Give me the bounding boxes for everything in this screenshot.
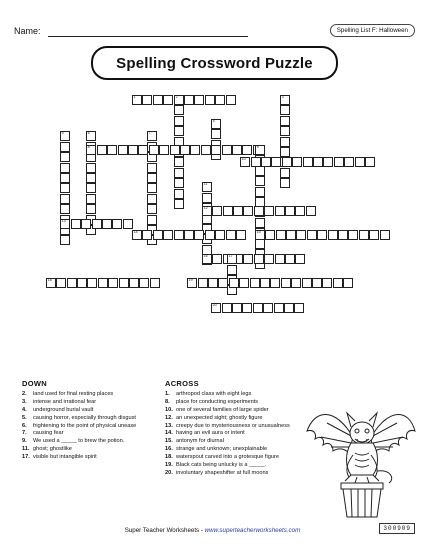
crossword-cell[interactable] — [153, 95, 163, 105]
crossword-cell[interactable] — [254, 206, 264, 216]
crossword-cell[interactable] — [260, 278, 270, 288]
crossword-cell[interactable] — [77, 278, 87, 288]
clue-number: 11. — [22, 446, 30, 453]
crossword-cell[interactable] — [264, 206, 274, 216]
crossword-cell[interactable] — [243, 206, 253, 216]
clue-item — [22, 454, 162, 462]
clue-item — [22, 407, 162, 415]
crossword-cell[interactable] — [333, 278, 343, 288]
crossword-cell[interactable] — [202, 193, 212, 203]
crossword-cell[interactable] — [87, 278, 97, 288]
crossword-cell[interactable] — [306, 206, 316, 216]
clue-text: antonym for diurnal — [176, 438, 224, 445]
crossword-cell[interactable] — [174, 116, 184, 126]
crossword-cell[interactable] — [67, 278, 77, 288]
clue-text: Black cats being unlucky is a _____. — [176, 462, 267, 469]
crossword-cell[interactable] — [254, 254, 264, 264]
clue-item — [165, 407, 305, 415]
crossword-cell[interactable] — [212, 206, 222, 216]
crossword-cell[interactable] — [86, 194, 96, 204]
crossword-cell[interactable] — [142, 95, 152, 105]
crossword-cell[interactable] — [86, 173, 96, 183]
crossword-cell[interactable] — [243, 254, 253, 264]
crossword-cell[interactable] — [271, 157, 281, 167]
crossword-cell[interactable] — [147, 163, 157, 173]
clue-number-label: 5 — [61, 131, 64, 136]
clue-number-label: 6 — [87, 131, 90, 136]
crossword-cell[interactable] — [226, 95, 236, 105]
crossword-cell[interactable] — [147, 215, 157, 225]
across-clues — [165, 380, 305, 478]
clue-number-label: 7 — [148, 131, 151, 136]
crossword-cell[interactable] — [147, 173, 157, 183]
crossword-cell[interactable] — [227, 254, 237, 264]
crossword-cell[interactable] — [147, 204, 157, 214]
crossword-cell[interactable] — [263, 303, 273, 313]
crossword-cell[interactable] — [280, 168, 290, 178]
crossword-cell[interactable] — [97, 145, 107, 155]
crossword-cell[interactable] — [229, 278, 239, 288]
crossword-cell[interactable] — [147, 194, 157, 204]
clue-number-label: 2 — [175, 95, 178, 100]
crossword-cell[interactable] — [365, 157, 375, 167]
crossword-cell[interactable] — [170, 145, 180, 155]
clue-text: waterspout carved into a grotesque figure — [176, 454, 279, 461]
crossword-cell[interactable] — [348, 230, 358, 240]
crossword-cell[interactable] — [359, 230, 369, 240]
crossword-cell[interactable] — [255, 187, 265, 197]
down-heading: DOWN — [22, 379, 47, 388]
clue-item — [165, 438, 305, 446]
crossword-cell[interactable] — [212, 254, 222, 264]
crossword-cell[interactable] — [180, 145, 190, 155]
crossword-cell[interactable] — [280, 126, 290, 136]
crossword-cell[interactable] — [242, 303, 252, 313]
clue-number: 19. — [165, 462, 173, 469]
crossword-cell[interactable] — [232, 303, 242, 313]
crossword-cell[interactable] — [295, 254, 305, 264]
clue-item — [22, 391, 162, 399]
crossword-cell[interactable] — [187, 278, 197, 288]
crossword-cell[interactable] — [174, 157, 184, 167]
crossword-cell[interactable] — [211, 303, 221, 313]
crossword-cell[interactable] — [280, 95, 290, 105]
crossword-cell[interactable] — [119, 278, 129, 288]
clue-text: causing horror, especially through disgust — [33, 414, 136, 421]
crossword-cell[interactable] — [132, 95, 142, 105]
crossword-cell[interactable] — [60, 204, 70, 214]
crossword-cell[interactable] — [323, 157, 333, 167]
crossword-cell[interactable] — [285, 206, 295, 216]
crossword-cell[interactable] — [226, 230, 236, 240]
gargoyle-illustration — [305, 397, 417, 519]
clue-item — [22, 430, 162, 438]
crossword-cell[interactable] — [184, 230, 194, 240]
crossword-cell[interactable] — [174, 199, 184, 209]
crossword-cell[interactable] — [233, 206, 243, 216]
crossword-cell[interactable] — [284, 303, 294, 313]
crossword-cell[interactable] — [261, 157, 271, 167]
crossword-cell[interactable] — [159, 145, 169, 155]
crossword-cell[interactable] — [280, 116, 290, 126]
clue-number-label: 12 — [203, 206, 208, 211]
crossword-cell[interactable] — [60, 163, 70, 173]
clue-item — [22, 438, 162, 446]
crossword-cell[interactable] — [215, 95, 225, 105]
crossword-cell[interactable] — [60, 173, 70, 183]
crossword-cell[interactable] — [123, 219, 133, 229]
crossword-cell[interactable] — [163, 95, 173, 105]
across-heading: ACROSS — [165, 379, 199, 388]
crossword-cell[interactable] — [292, 157, 302, 167]
crossword-cell[interactable] — [129, 278, 139, 288]
crossword-cell[interactable] — [291, 278, 301, 288]
crossword-cell[interactable] — [255, 230, 265, 240]
spelling-list-label: Spelling List F: Halloween — [336, 27, 408, 34]
crossword-cell[interactable] — [174, 95, 184, 105]
crossword-cell[interactable] — [81, 219, 91, 229]
crossword-cell[interactable] — [232, 145, 242, 155]
clue-number-label: 1 — [133, 95, 136, 100]
crossword-cell[interactable] — [303, 157, 313, 167]
crossword-cell[interactable] — [86, 131, 96, 141]
crossword-cell[interactable] — [205, 230, 215, 240]
crossword-cell[interactable] — [274, 303, 284, 313]
crossword-cell[interactable] — [142, 230, 152, 240]
clue-number-label: 3 — [281, 95, 284, 100]
crossword-cell[interactable] — [222, 303, 232, 313]
crossword-cell[interactable] — [215, 230, 225, 240]
clue-number-label: 4 — [212, 119, 215, 124]
clue-text: causing fear — [33, 430, 64, 437]
crossword-cell[interactable] — [132, 230, 142, 240]
clue-number: 13. — [165, 422, 173, 429]
crossword-cell[interactable] — [380, 230, 390, 240]
crossword-cell[interactable] — [251, 157, 261, 167]
crossword-cell[interactable] — [355, 157, 365, 167]
clue-item — [165, 446, 305, 454]
crossword-cell[interactable] — [236, 230, 246, 240]
crossword-cell[interactable] — [218, 278, 228, 288]
clue-item — [165, 415, 305, 423]
clue-number: 15. — [165, 438, 173, 445]
clue-item — [22, 446, 162, 454]
crossword-cell[interactable] — [147, 131, 157, 141]
crossword-cell[interactable] — [285, 254, 295, 264]
clue-text: visible but intangible spirit — [33, 454, 97, 461]
crossword-cell[interactable] — [108, 278, 118, 288]
clue-number: 9. — [22, 438, 27, 445]
crossword-cell[interactable] — [107, 145, 117, 155]
crossword-cell[interactable] — [280, 147, 290, 157]
crossword-cell[interactable] — [343, 278, 353, 288]
clue-number-label: 11 — [203, 182, 208, 187]
clue-number: 3. — [22, 398, 27, 405]
crossword-cell[interactable] — [276, 230, 286, 240]
clue-item — [165, 462, 305, 470]
crossword-cell[interactable] — [92, 219, 102, 229]
crossword-cell[interactable] — [98, 278, 108, 288]
crossword-cell[interactable] — [255, 176, 265, 186]
crossword-cell[interactable] — [205, 95, 215, 105]
clue-number: 18. — [165, 454, 173, 461]
clue-number: 1. — [165, 390, 170, 397]
crossword-cell[interactable] — [190, 145, 200, 155]
clue-item — [165, 430, 305, 438]
clue-text: one of several families of large spider — [176, 406, 269, 413]
worksheet-code-value: 300909 — [383, 525, 411, 532]
crossword-cell[interactable] — [139, 278, 149, 288]
crossword-cell[interactable] — [174, 178, 184, 188]
crossword-cell[interactable] — [307, 230, 317, 240]
crossword-cell[interactable] — [328, 230, 338, 240]
crossword-cell[interactable] — [211, 129, 221, 139]
clue-number: 5. — [22, 414, 27, 421]
crossword-cell[interactable] — [294, 303, 304, 313]
clue-text: land used for final resting places — [33, 390, 114, 397]
crossword-cell[interactable] — [174, 168, 184, 178]
crossword-cell[interactable] — [138, 145, 148, 155]
crossword-cell[interactable] — [239, 278, 249, 288]
crossword-cell[interactable] — [223, 206, 233, 216]
clue-item — [165, 454, 305, 462]
footer-brand: Super Teacher Worksheets - — [124, 527, 205, 534]
crossword-cell[interactable] — [194, 95, 204, 105]
crossword-cell[interactable] — [264, 254, 274, 264]
crossword-cell[interactable] — [344, 157, 354, 167]
down-clues — [22, 380, 162, 462]
crossword-cell[interactable] — [334, 157, 344, 167]
crossword-cell[interactable] — [60, 194, 70, 204]
crossword-cell[interactable] — [208, 278, 218, 288]
crossword-cell[interactable] — [270, 278, 280, 288]
crossword-cell[interactable] — [102, 219, 112, 229]
clue-number: 8. — [165, 398, 170, 405]
clue-text: involuntary shapeshifter at full moons — [176, 469, 269, 476]
clue-text: place for conducting experiments — [176, 398, 259, 405]
crossword-cell[interactable] — [338, 230, 348, 240]
clue-number-label: 15 — [256, 230, 261, 235]
crossword-cell[interactable] — [250, 278, 260, 288]
clue-number: 6. — [22, 422, 27, 429]
crossword-cell[interactable] — [255, 218, 265, 228]
crossword-cell[interactable] — [255, 145, 265, 155]
crossword-cell[interactable] — [147, 183, 157, 193]
crossword-cell[interactable] — [295, 206, 305, 216]
clue-number-label: 20 — [212, 303, 217, 308]
crossword-cell[interactable] — [280, 137, 290, 147]
crossword-cell[interactable] — [163, 230, 173, 240]
crossword-cell[interactable] — [153, 230, 163, 240]
clue-number: 2. — [22, 390, 27, 397]
clue-number: 12. — [165, 414, 173, 421]
crossword-cell[interactable] — [227, 265, 237, 275]
crossword-cell[interactable] — [255, 166, 265, 176]
clue-item — [22, 423, 162, 431]
clue-item — [165, 399, 305, 407]
crossword-cell[interactable] — [282, 157, 292, 167]
crossword-cell[interactable] — [280, 178, 290, 188]
footer-url[interactable]: www.superteacherworksheets.com — [204, 527, 301, 534]
clue-number-label: 17 — [228, 254, 233, 259]
crossword-cell[interactable] — [86, 204, 96, 214]
crossword-cell[interactable] — [202, 182, 212, 192]
crossword-cell[interactable] — [60, 131, 70, 141]
clue-number: 7. — [22, 430, 27, 437]
crossword-cell[interactable] — [150, 278, 160, 288]
crossword-cell[interactable] — [275, 254, 285, 264]
crossword-cell[interactable] — [302, 278, 312, 288]
crossword-cell[interactable] — [242, 145, 252, 155]
crossword-cell[interactable] — [296, 230, 306, 240]
clue-number: 10. — [165, 406, 173, 413]
clue-number-label: 14 — [133, 230, 138, 235]
crossword-cell[interactable] — [86, 183, 96, 193]
crossword-cell[interactable] — [313, 157, 323, 167]
crossword-cell[interactable] — [184, 95, 194, 105]
crossword-cell[interactable] — [211, 145, 221, 155]
crossword-cell[interactable] — [174, 230, 184, 240]
clue-number: 16. — [165, 446, 173, 453]
crossword-cell[interactable] — [312, 278, 322, 288]
crossword-cell[interactable] — [265, 230, 275, 240]
crossword-cell[interactable] — [198, 278, 208, 288]
footer — [0, 527, 425, 534]
crossword-cell[interactable] — [86, 145, 96, 155]
page-title: Spelling Crossword Puzzle — [116, 54, 313, 72]
crossword-cell[interactable] — [46, 278, 56, 288]
crossword-cell[interactable] — [174, 126, 184, 136]
clue-number: 20. — [165, 469, 173, 476]
clue-item — [22, 399, 162, 407]
clue-item — [22, 415, 162, 423]
crossword-cell[interactable] — [281, 278, 291, 288]
clue-number-label: 19 — [188, 278, 193, 283]
crossword-cell[interactable] — [369, 230, 379, 240]
clue-text: underground burial vault — [33, 406, 94, 413]
crossword-cell[interactable] — [60, 142, 70, 152]
clue-text: frightening to the point of physical unease — [33, 422, 137, 429]
clue-item — [165, 470, 305, 478]
crossword-cell[interactable] — [202, 206, 212, 216]
clue-number: 4. — [22, 406, 27, 413]
crossword-cell[interactable] — [275, 206, 285, 216]
crossword-cell[interactable] — [71, 219, 81, 229]
clue-number-label: 13 — [61, 219, 66, 224]
crossword-cell[interactable] — [280, 105, 290, 115]
clue-text: an unexpected sight; ghostly figure — [176, 414, 263, 421]
clue-text: We used a _____ to brew the potion. — [33, 438, 125, 445]
crossword-cell[interactable] — [211, 119, 221, 129]
crossword-cell[interactable] — [60, 183, 70, 193]
clue-number-label: 9 — [256, 145, 259, 150]
crossword-cell[interactable] — [60, 152, 70, 162]
clue-text: having an evil aura or intent — [176, 430, 245, 437]
clue-text: creepy due to mysteriousness or unusualness — [176, 422, 290, 429]
crossword-cell[interactable] — [201, 145, 211, 155]
crossword-cell[interactable] — [128, 145, 138, 155]
crossword-cell[interactable] — [174, 189, 184, 199]
clue-text: strange and unknown; unexplainable — [176, 446, 268, 453]
crossword-cell[interactable] — [174, 105, 184, 115]
crossword-cell[interactable] — [255, 239, 265, 249]
clue-number-label: 8 — [87, 145, 90, 150]
clue-number: 14. — [165, 430, 173, 437]
crossword-cell[interactable] — [194, 230, 204, 240]
worksheet-code — [379, 523, 415, 534]
clue-item — [165, 391, 305, 399]
clue-number-label: 18 — [47, 278, 52, 283]
clue-text: ghost; ghostlike — [33, 446, 72, 453]
crossword-cell[interactable] — [60, 235, 70, 245]
clue-item — [165, 423, 305, 431]
clue-number-label: 10 — [241, 157, 246, 162]
crossword-cell[interactable] — [149, 145, 159, 155]
crossword-cell[interactable] — [222, 145, 232, 155]
crossword-cell[interactable] — [118, 145, 128, 155]
crossword-cell[interactable] — [86, 163, 96, 173]
clue-text: intense and irrational fear — [33, 398, 97, 405]
clue-text: arthropod class with eight legs — [176, 390, 252, 397]
crossword-cell[interactable] — [60, 219, 70, 229]
crossword-cell[interactable] — [286, 230, 296, 240]
clue-number: 17. — [22, 454, 30, 461]
crossword-cell[interactable] — [202, 254, 212, 264]
crossword-cell[interactable] — [317, 230, 327, 240]
clue-number-label: 16 — [203, 254, 208, 259]
crossword-cell[interactable] — [322, 278, 332, 288]
crossword-cell[interactable] — [240, 157, 250, 167]
crossword-cell[interactable] — [112, 219, 122, 229]
crossword-cell[interactable] — [56, 278, 66, 288]
crossword-cell[interactable] — [253, 303, 263, 313]
name-label: Name: — [14, 26, 41, 36]
